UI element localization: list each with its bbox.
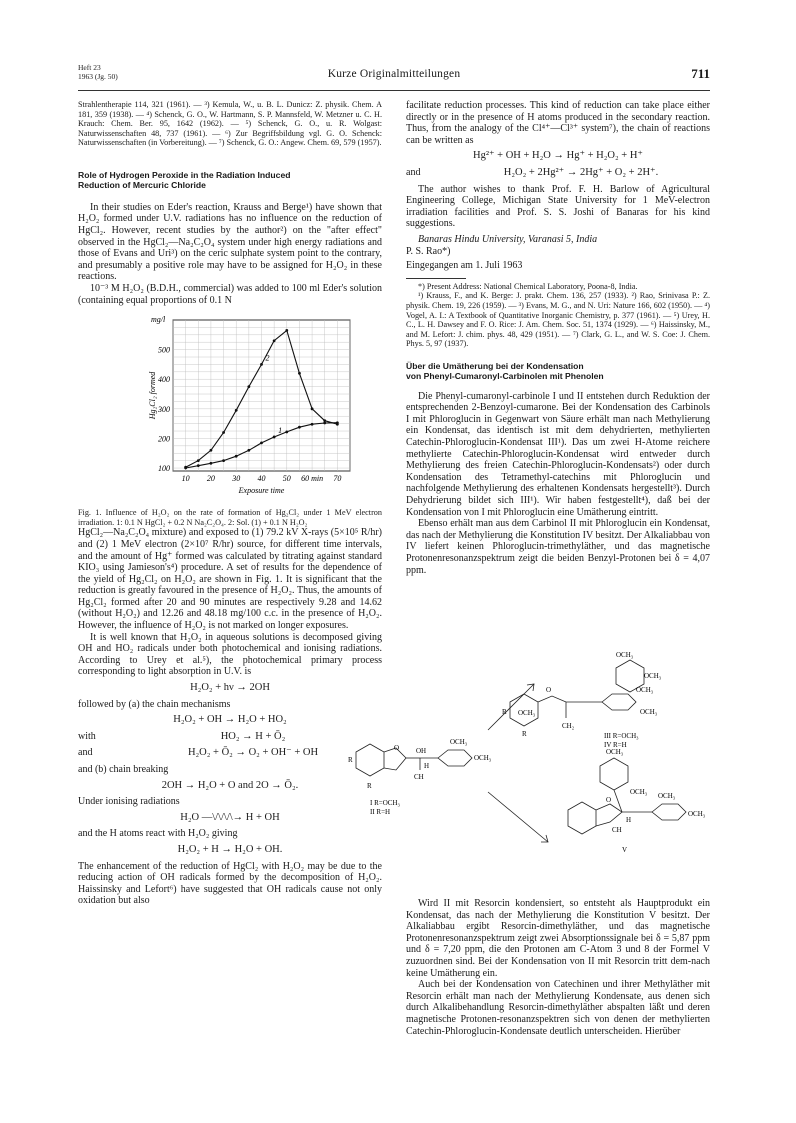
data-point-series-1 <box>247 449 250 452</box>
o-label: O <box>394 744 400 752</box>
issue-year: 1963 (Jg. 50) <box>78 71 118 81</box>
data-point-series-2 <box>311 408 314 411</box>
data-point-series-2 <box>235 409 238 412</box>
y-tick-label: 300 <box>158 404 170 414</box>
references-continued: Strahlentherapie 114, 321 (1961). — ³) Kemula, W., u. B. L. Dunicz: Z. physik. Chem. A 181, 359 (1938). — ⁴) Schenck, G. O., W. Hartmann, S. P. Mannsfeld, W. Metzner u. C. H. Krauch: Chem. Ber. 95, 1642 (1962). — ⁵) Schenck, G. O., u. R. Wolgast: Naturwissenschaften 48, 737 (1961). — ⁶) Zur Begriffsbildung vgl. G. O. Schenck: Naturwissenschaften (in Vorbereitung). — ⁷) Schenck, G. O.: Angew. Chem. 69, 579 (1957). <box>78 100 382 148</box>
acknowledgement: The author wishes to thank Prof. F. H. Barlow of Agricultural Engineering College, Michigan State University for 1 MeV-electron irradiation facilities and Prof. S. S. Joshi of Banaras for his kind suggestions. <box>406 183 710 230</box>
figure-caption: Fig. 1. Influence of H₂O₂ on the rate of formation of Hg₂Cl₂ under 1 MeV electron irradiation. 1: 0.1 N HgCl₂ + 0.2 N Na₂C₂O₄. 2: Sol. (1) + 0.1 N H₂O₂ <box>78 508 382 527</box>
r-label: R <box>367 782 372 790</box>
data-point-series-2 <box>184 466 187 469</box>
och3-label: OCH₃ <box>688 810 706 818</box>
equation: H₂O₂ + 2Hg²⁺ → 2Hg⁺ + O₂ + 2H⁺. <box>503 166 659 178</box>
references: ¹) Krauss, F., and K. Berge: J. prakt. Chem. 136, 257 (1933). ²) Rao, Srinivasa P.: Z. physik. Chem. 19, 226 (1959). — ³) Evans, M. G., and N. Uri: Nature 166, 602 (1950). — ⁴) Vogel, A. I.: A Textbook of Quantitative Inorganic Chemistry, p. 377 (1961). — ⁵) Urey, H. C., L. H. Dawsey and F. O. Rice: J. Am. Chem. Soc. 51, 1374 (1929). — ⁶) Haissinsky, M., and M. Lefort: J. chim. phys. 48, 429 (1951). — ⁷) Clark, G. L., and W. S. Coe: J. Chem. Phys. 5, 97 (1937). <box>406 291 710 349</box>
x-tick-label: 20 <box>206 474 215 484</box>
r-label: R <box>522 730 527 738</box>
compound-I-II-structure <box>356 744 472 776</box>
equation: H₂O₂ + H → H₂O + OH. <box>177 843 283 855</box>
series-label-2: 2 <box>265 353 270 363</box>
y-axis-label: Hg₂Cl₂ formed <box>148 371 157 420</box>
text-line: and (b) chain breaking <box>78 764 169 775</box>
y-tick-label: 500 <box>158 345 170 355</box>
article-title-line2: Reduction of Mercuric Chloride <box>78 180 206 191</box>
och3-label: OCH₃ <box>616 652 634 659</box>
data-point-series-1 <box>222 459 225 462</box>
data-point-series-2 <box>336 423 339 426</box>
data-point-series-2 <box>210 449 213 452</box>
data-point-series-2 <box>273 339 276 342</box>
och3-label: OCH₃ <box>474 754 492 762</box>
footnote: *) Present Address: National Chemical Laboratory, Poona-8, India. <box>418 281 638 291</box>
ch-label: CH <box>414 773 424 781</box>
x-axis-label: Exposure time <box>238 486 285 496</box>
equation-row <box>78 747 382 759</box>
compound-label-III: III R=OCH₃ <box>604 732 639 740</box>
data-point-series-2 <box>247 385 250 388</box>
article-title: Über die Umätherung bei der Kondensation <box>406 360 584 371</box>
footnote-rule <box>406 278 466 279</box>
text-line: followed by (a) the chain mechanisms <box>78 698 231 710</box>
received-date: Eingegangen am 1. Juli 1963 <box>406 260 523 272</box>
compound-label-I: I R=OCH₃ <box>370 799 400 807</box>
x-tick-label: 40 <box>257 474 266 484</box>
equation-row <box>78 731 382 743</box>
equation: H₂O₂ + OH → H₂O + HO₂ <box>173 714 287 726</box>
paragraph: HgCl₂—Na₂C₂O₄ mixture) and exposed to (1) 79.2 kV X-rays (5×10⁵ R/hr) and (2) 1 MeV electron (2×10⁷ R/hr) source, for different time intervals, and the amount of Hg⁺ formed was calculated by titrating against standard KIO₃ using Jamieson's⁴) procedure. A set of results for the dependence of the yield of Hg₂Cl₂ on H₂O₂ are shown in Fig. 1. It is significant that the reduction is greatly favoured in the presence of H₂O₂. Thus, the amounts of Hg₂Cl₂ formed after 20 and 90 minutes are respectively 9.28 and 14.62 (without H₂O₂) and 12.26 and 48.18 mg/100 c.c. in the presence of H₂O₂. However, the influence of H₂O₂ is not marked on longer exposures. <box>78 527 382 632</box>
equation-label: and <box>406 166 421 178</box>
och3-label: OCH₃ <box>518 709 536 717</box>
equation-label: with <box>78 730 96 742</box>
data-point-series-1 <box>298 426 301 429</box>
equation-label: and <box>78 747 93 759</box>
right-column <box>406 100 710 576</box>
reaction-arrow <box>488 792 548 842</box>
data-point-series-1 <box>285 431 288 434</box>
figure-1-chart <box>78 308 382 508</box>
data-point-series-1 <box>197 464 200 467</box>
x-tick-label: 60 min <box>301 474 324 484</box>
journal-section: Kurze Originalmitteilungen <box>327 68 461 80</box>
text-line: Under ionising radiations <box>78 796 180 808</box>
h-label: H <box>626 816 632 824</box>
och3-label: OCH₃ <box>640 708 658 716</box>
data-point-series-2 <box>298 372 301 375</box>
x-tick-label: 50 <box>282 474 291 484</box>
ch2-label: CH₂ <box>562 722 575 730</box>
left-column <box>78 100 382 907</box>
och3-label: OCH₃ <box>606 748 624 756</box>
x-tick-label: 10 <box>181 474 190 484</box>
data-point-series-2 <box>323 419 326 422</box>
x-tick-label: 30 <box>232 474 241 484</box>
equation-row <box>406 167 710 179</box>
y-tick-label: 100 <box>158 464 170 474</box>
data-point-series-1 <box>210 462 213 465</box>
data-point-series-2 <box>197 459 200 462</box>
y-tick-label: 200 <box>158 434 170 444</box>
ch-label: CH <box>612 826 622 834</box>
paragraph: Auch bei der Kondensation von Catechinen und ihrer Methyläther mit Resorcin erhält man nach der Methylierung Kondensate, aus denen sich durch Alkalibehandlung Resorcin-dimethyläther abspalten läßt und deren magnetische Protonen-resonanzspektren sich von denen der methylierten Catechin-Phloroglucin-Kondensate deutlich unterscheiden. Hierüber <box>406 979 710 1037</box>
equation: H₂O₂ + Ō₂ → O₂ + OH⁻ + OH <box>187 747 319 759</box>
paragraph: In their studies on Eder's reaction, Krauss and Berge¹) have shown that H₂O₂ formed under U.V. radiations has no influence on the reduction of HgCl₂. However, recent studies by the author²) on the "after effect" observed in the HgCl₂—Na₂C₂O₄ system under high energy radiations and those of Evans and Uri³) on the ceric sulphate system point to the contrary, and presumably a positive role may have to be assigned for H₂O₂ in these reactions. <box>78 201 382 283</box>
och3-label: OCH₃ <box>450 738 468 746</box>
r-label: R <box>502 708 507 716</box>
compound-label-IV: IV R=H <box>604 741 627 749</box>
data-point-series-1 <box>311 423 314 426</box>
r-label: R <box>348 756 353 764</box>
text-line: and the H atoms react with H₂O₂ giving <box>78 828 238 840</box>
data-point-series-1 <box>260 442 263 445</box>
o-label: O <box>546 686 552 694</box>
compound-label-II: II R=H <box>370 808 391 816</box>
y-tick-label: 400 <box>158 375 170 385</box>
reaction-scheme <box>340 652 740 897</box>
page-number: 711 <box>691 66 710 81</box>
x-tick-label: 70 <box>333 474 342 484</box>
issue-number: Heft 23 <box>78 63 101 72</box>
paragraph: 10⁻³ M H₂O₂ (B.D.H., commercial) was added to 100 ml Eder's solution (containing equal proportions of 0.1 N <box>78 282 382 306</box>
article-title-line2: von Phenyl-Cumaronyl-Carbinolen mit Phenolen <box>406 371 604 382</box>
author: P. S. Rao*) <box>406 245 451 257</box>
equation: H₂O —\/\/\/\→ H + OH <box>180 811 280 823</box>
reaction-arrow <box>488 684 534 730</box>
right-column-lower <box>406 898 710 1037</box>
equation: 2OH → H₂O + O and 2O → Ō₂. <box>161 779 299 791</box>
paragraph: Wird II mit Resorcin kondensiert, so entsteht als Hauptprodukt ein Kondensat, das nach der Methylierung die Konstitution V besitzt. Der Alkaliabbau ergibt Resorcin-dimethyläther, und das magnetische Protonenresonanzspektrum zeigt zwei Absorptionssignale bei δ = 5,87 ppm und δ = 7,20 ppm, die den Protonen am C-Atom 3 und 8 der Formel V zuzuordnen sind. Bei der Kondensation von II mit Resorcin tritt dem-nach keine Umätherung ein. <box>406 898 710 979</box>
och3-label: OCH₃ <box>636 686 654 694</box>
h-label: H <box>424 762 430 770</box>
paragraph: The enhancement of the reduction of HgCl₂ with H₂O₂ may be due to the reducing action of OH radicals formed by the decomposition of H₂O₂. Haissinsky and Lefort⁶) have suggested that OH radicals cause not only oxidation but also <box>78 860 382 907</box>
equation: Hg²⁺ + OH + H₂O → Hg⁺ + H₂O₂ + H⁺ <box>473 150 643 162</box>
data-point-series-1 <box>235 455 238 458</box>
equation: H₂O₂ + hν → 2OH <box>190 682 270 694</box>
o-label: O <box>606 796 612 804</box>
paragraph: facilitate reduction processes. This kind of reduction can take place either directly or in the presence of H atoms produced in the secondary reaction. Thus, from the analogy of the Cl⁴⁺—Cl³⁺ system⁷), the chain of reactions can be written as <box>406 100 710 146</box>
article-title: Role of Hydrogen Peroxide in the Radiation Induced <box>78 169 291 180</box>
och3-label: OCH₃ <box>658 792 676 800</box>
data-point-series-2 <box>222 431 225 434</box>
och3-label: OCH₃ <box>644 672 662 680</box>
y-unit-label: mg/l <box>151 315 166 325</box>
equation: HO₂ → H + Ō₂ <box>220 730 286 742</box>
data-point-series-1 <box>273 436 276 439</box>
affiliation: Banaras Hindu University, Varanasi 5, India <box>418 233 598 245</box>
page-header <box>78 64 710 91</box>
och3-label: OCH₃ <box>630 788 648 796</box>
series-label-1: 1 <box>278 426 283 436</box>
paragraph: Die Phenyl-cumaronyl-carbinole I und II entstehen durch Reduktion der entsprechenden 2-Benzoyl-cumarone. Bei der Kondensation des Carbinols I mit Phloroglucin in Gegenwart von Säure erhält man nach Methylierung ein Kondensat, das identisch ist mit dem dehydrierten, methylierten Catechin-Phloroglucin-Kondensat III¹). Das um zwei H-Atome reichere methylierte Catechin-Phloroglucin-Kondensat wird entweder durch Methylierung des freien Catechin-Phloroglucin-Kondensats²) oder durch Kondensation des Tetramethyl-catechins mit Phloroglucin und nachfolgende Methylierung des erhaltenen Kondensats hergestellt³). Durch Dehydrierung bildet sich III¹). Wir haben festgestellt⁴), daß bei der Kondensation von I mit Phloroglucin eine Umätherung eintritt. <box>406 390 710 518</box>
paragraph: It is well known that H₂O₂ in aqueous solutions is decomposed giving OH and HO₂ radicals under both photochemical and ionising radiations. According to Urey et al.⁵), the photochemical primary process corresponding to light absorption in U.V. is <box>78 631 382 678</box>
paragraph: Ebenso erhält man aus dem Carbinol II mit Phloroglucin ein Kondensat, das nach der Methylierung die Konstitution IV besitzt. Der Alkaliabbau von IV liefert keinen Phloroglucin-trimethyläther, und das magnetische Protonenresonanzspektrum zeigt die beiden Benzyl-Protonen bei δ = 4,07 ppm. <box>406 518 710 576</box>
oh-label: OH <box>416 747 427 755</box>
data-point-series-2 <box>260 363 263 366</box>
data-point-series-2 <box>285 329 288 332</box>
compound-label-V: V <box>622 846 628 854</box>
